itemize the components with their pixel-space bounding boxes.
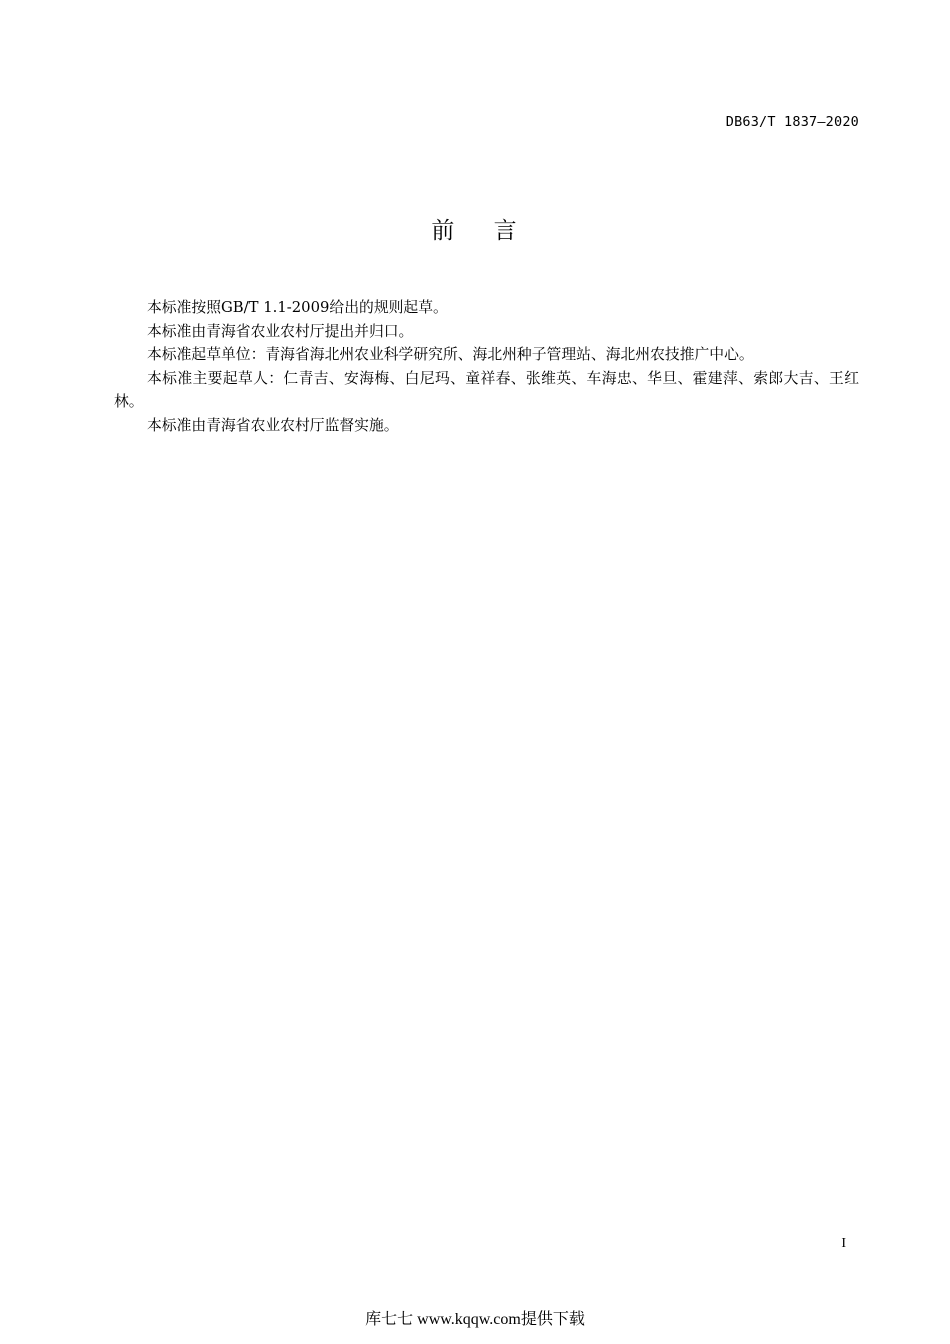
foreword-body xyxy=(114,296,859,437)
page-number: I xyxy=(841,1236,846,1251)
page-title: 前 言 xyxy=(431,218,519,244)
paragraph-supervision: 本标准由青海省农业农村厅监督实施。 xyxy=(147,416,399,434)
paragraph-drafting-units: 本标准起草单位：青海省海北州农业科学研究所、海北州种子管理站、海北州农技推广中心。 xyxy=(147,346,754,363)
paragraph-proposer: 本标准由青海省农业农村厅提出并归口。 xyxy=(147,322,414,340)
download-footer: 库七七 www.kqqw.com提供下载 xyxy=(365,1311,585,1328)
standard-code: DB63/T 1837—2020 xyxy=(725,114,859,130)
paragraph-main-drafters: 本标准主要起草人：仁青吉、安海梅、白尼玛、童祥春、张维英、车海忠、华旦、霍建萍、索郎大吉、王红林。 xyxy=(114,369,859,410)
paragraph-drafting-rules: 本标准按照GB/T 1.1-2009给出的规则起草。 xyxy=(147,299,448,316)
